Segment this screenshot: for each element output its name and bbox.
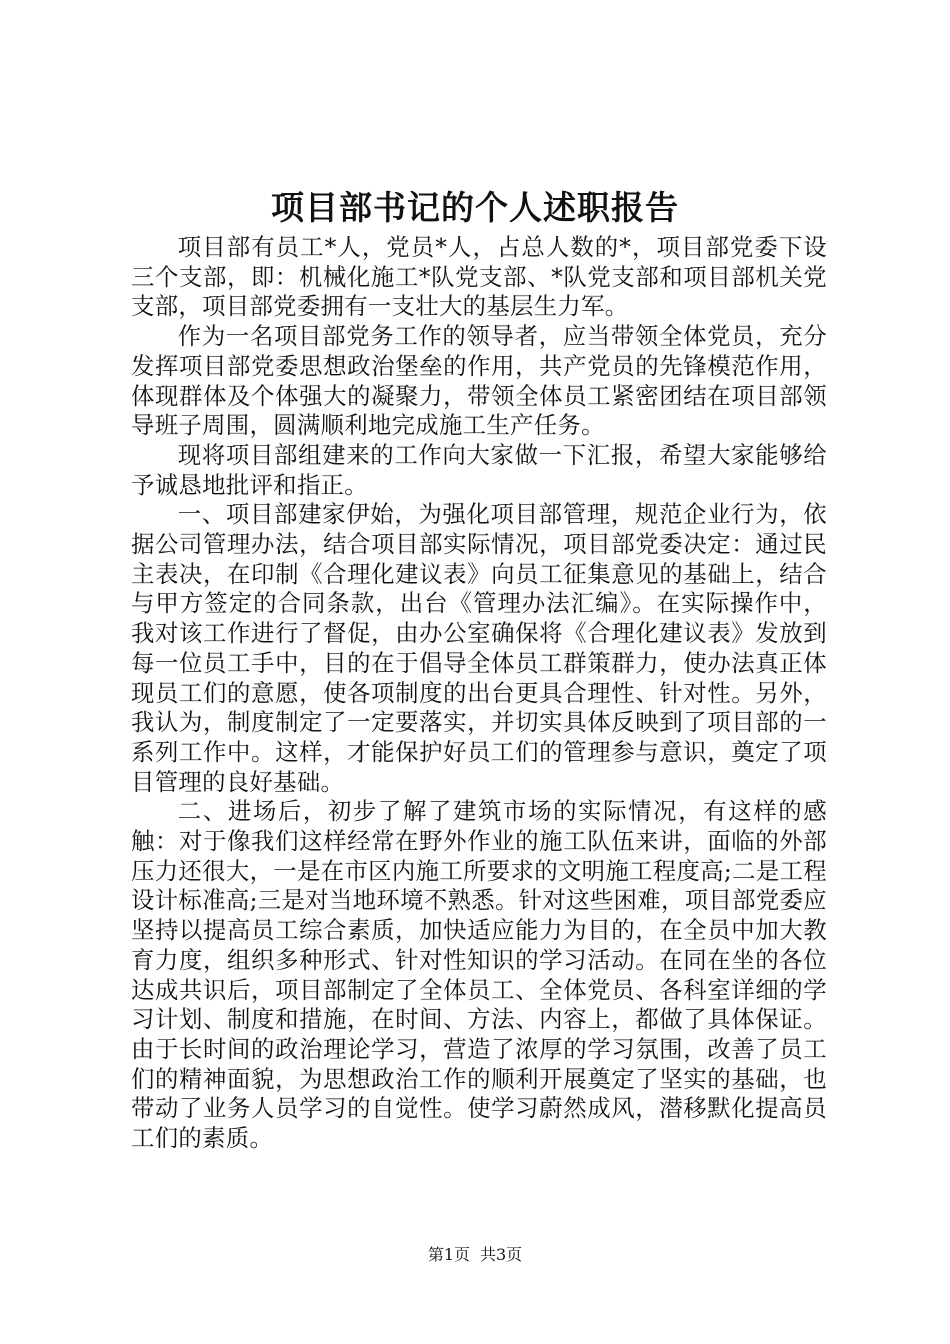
document-title: 项目部书记的个人述职报告 [271, 188, 679, 227]
page-number-current: 第1页 [427, 1245, 470, 1264]
paragraph-1: 项目部有员工*人，党员*人，占总人数的*，项目部党委下设三个支部，即：机械化施工*队党支部、*队党支部和项目部机关党支部，项目部党委拥有一支壮大的基层生力军。 [131, 233, 827, 321]
page-number-total: 共3页 [480, 1245, 523, 1264]
document-body [131, 233, 827, 1154]
paragraph-3: 现将项目部组建来的工作向大家做一下汇报，希望大家能够给予诚恳地批评和指正。 [131, 440, 827, 499]
paragraph-2: 作为一名项目部党务工作的领导者，应当带领全体党员，充分发挥项目部党委思想政治堡垒的作用，共产党员的先锋模范作用，体现群体及个体强大的凝聚力，带领全体员工紧密团结在项目部领导班子周围，圆满顺利地完成施工生产任务。 [131, 322, 827, 440]
paragraph-4: 一、项目部建家伊始，为强化项目部管理，规范企业行为，依据公司管理办法，结合项目部实际情况，项目部党委决定：通过民主表决，在印制《合理化建议表》向员工征集意见的基础上，结合与甲方签定的合同条款，出台《管理办法汇编》。在实际操作中，我对该工作进行了督促，由办公室确保将《合理化建议表》发放到每一位员工手中，目的在于倡导全体员工群策群力，使办法真正体现员工们的意愿，使各项制度的出台更具合理性、针对性。另外，我认为，制度制定了一定要落实，并切实具体反映到了项目部的一系列工作中。这样，才能保护好员工们的管理参与意识，奠定了项目管理的良好基础。 [131, 500, 827, 796]
paragraph-5: 二、进场后，初步了解了建筑市场的实际情况，有这样的感触：对于像我们这样经常在野外作业的施工队伍来讲，面临的外部压力还很大，一是在市区内施工所要求的文明施工程度高;二是工程设计标准高;三是对当地环境不熟悉。针对这些困难，项目部党委应坚持以提高员工综合素质，加快适应能力为目的，在全员中加大教育力度，组织多种形式、针对性知识的学习活动。在同在坐的各位达成共识后，项目部制定了全体员工、全体党员、各科室详细的学习计划、制度和措施，在时间、方法、内容上，都做了具体保证。由于长时间的政治理论学习，营造了浓厚的学习氛围，改善了员工们的精神面貌，为思想政治工作的顺利开展奠定了坚实的基础，也带动了业务人员学习的自觉性。使学习蔚然成风，潜移默化提高员工们的素质。 [131, 797, 827, 1153]
page-footer [0, 1244, 950, 1266]
